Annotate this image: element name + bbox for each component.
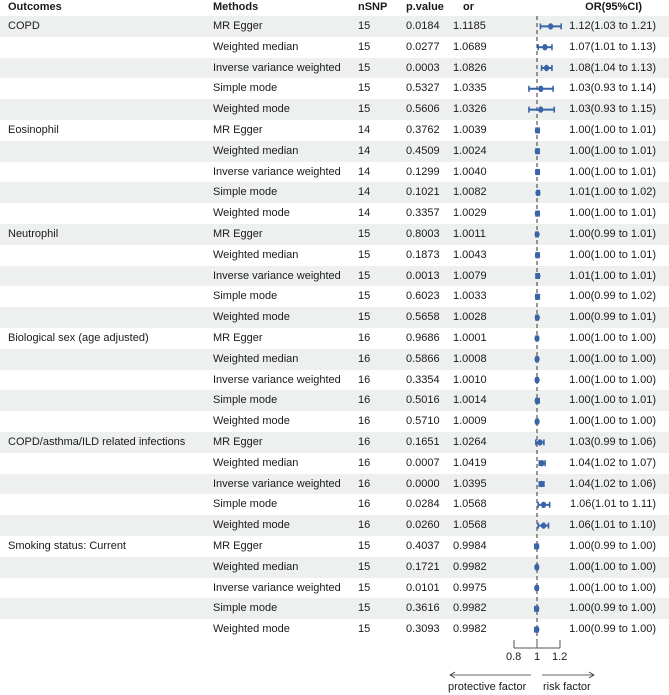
table-row [0,557,669,578]
pvalue-cell: 0.3762 [406,124,440,136]
right-arrow-icon [589,672,594,678]
or-cell: 1.0039 [453,124,487,136]
method-cell: Inverse variance weighted [213,373,341,386]
method-cell: Weighted mode [213,311,290,324]
or-cell: 0.9982 [453,602,487,615]
method-cell: MR Egger [213,436,263,448]
pvalue-cell: 0.0101 [406,581,440,594]
pvalue-cell: 0.0260 [406,519,440,532]
table-row [0,78,669,99]
table-row [0,141,669,162]
pvalue-cell: 0.0184 [406,20,440,32]
or-ci-cell: 1.01(1.00 to 1.01) [569,269,656,282]
pvalue-cell: 0.4037 [406,540,440,552]
nsnp-cell: 15 [358,82,371,95]
or-ci-cell: 1.08(1.04 to 1.13) [569,61,656,74]
method-cell: Weighted median [213,144,299,157]
or-cell: 1.0024 [453,144,487,157]
nsnp-cell: 15 [358,560,371,573]
method-cell: Weighted median [213,248,299,261]
nsnp-cell: 15 [358,581,371,594]
or-ci-cell: 1.00(0.99 to 1.02) [569,290,656,303]
pvalue-cell: 0.9686 [406,332,440,344]
or-cell: 1.0826 [453,61,487,74]
method-cell: Simple mode [213,394,278,407]
pvalue-cell: 0.1873 [406,248,440,261]
or-ci-cell: 1.00(0.99 to 1.01) [569,228,656,240]
nsnp-cell: 15 [358,623,371,636]
or-ci-cell: 1.00(1.00 to 1.00) [569,560,656,573]
outcome-cell: COPD [8,20,40,32]
nsnp-cell: 15 [358,103,371,116]
method-cell: Simple mode [213,82,278,95]
outcome-cell: Biological sex (age adjusted) [8,332,149,344]
method-cell: Weighted mode [213,415,290,428]
nsnp-cell: 14 [358,165,371,178]
pvalue-cell: 0.3354 [406,373,440,386]
method-cell: MR Egger [213,540,263,552]
table-row [0,536,669,557]
table-row [0,474,669,495]
or-ci-cell: 1.00(1.00 to 1.00) [569,581,656,594]
or-cell: 1.0335 [453,82,487,95]
x-tick-1: 1 [534,651,541,663]
or-ci-cell: 1.00(1.00 to 1.01) [569,124,656,136]
nsnp-cell: 16 [358,519,371,532]
table-row [0,453,669,474]
or-ci-cell: 1.00(0.99 to 1.01) [569,311,656,324]
or-cell: 1.0040 [453,165,487,178]
method-cell: Weighted mode [213,519,290,532]
method-cell: Weighted median [213,40,299,53]
method-cell: Simple mode [213,290,278,303]
or-cell: 1.0568 [453,519,487,532]
nsnp-cell: 16 [358,373,371,386]
or-cell: 0.9975 [453,581,487,594]
method-cell: Weighted mode [213,623,290,636]
or-cell: 0.9982 [453,623,487,636]
header-nsnp: nSNP [358,1,388,13]
or-cell: 1.0689 [453,40,487,53]
or-ci-cell: 1.12(1.03 to 1.21) [569,20,656,32]
or-ci-cell: 1.03(0.99 to 1.06) [569,436,656,448]
table-row [0,411,669,432]
or-ci-cell: 1.00(1.00 to 1.00) [569,332,656,344]
or-cell: 1.0326 [453,103,487,116]
table-row [0,58,669,79]
or-cell: 1.0395 [453,477,487,490]
or-cell: 1.0419 [453,456,487,469]
method-cell: Simple mode [213,602,278,615]
method-cell: Weighted median [213,456,299,469]
or-ci-cell: 1.06(1.01 to 1.10) [569,519,656,532]
nsnp-cell: 14 [358,144,371,157]
table-row [0,328,669,349]
or-cell: 1.0079 [453,269,487,282]
or-cell: 1.0033 [453,290,487,303]
or-ci-cell: 1.01(1.00 to 1.02) [569,186,656,199]
table-row [0,349,669,370]
or-cell: 1.0010 [453,373,487,386]
table-row [0,390,669,411]
or-ci-cell: 1.07(1.01 to 1.13) [569,40,656,53]
method-cell: MR Egger [213,228,263,240]
header-pvalue: p.value [406,1,444,13]
pvalue-cell: 0.0000 [406,477,440,490]
pvalue-cell: 0.1651 [406,436,440,448]
table-row [0,266,669,287]
nsnp-cell: 15 [358,540,371,552]
table-row [0,37,669,58]
pvalue-cell: 0.6023 [406,290,440,303]
or-cell: 1.0028 [453,311,487,324]
method-cell: Weighted mode [213,103,290,116]
nsnp-cell: 14 [358,186,371,199]
nsnp-cell: 15 [358,40,371,53]
or-ci-cell: 1.00(0.99 to 1.00) [569,540,656,552]
pvalue-cell: 0.0003 [406,61,440,74]
protective-factor-label: protective factor [448,681,527,693]
method-cell: Inverse variance weighted [213,477,341,490]
nsnp-cell: 15 [358,290,371,303]
nsnp-cell: 14 [358,207,371,220]
table-row [0,286,669,307]
pvalue-cell: 0.4509 [406,144,440,157]
pvalue-cell: 0.1299 [406,165,440,178]
or-ci-cell: 1.03(0.93 to 1.15) [569,103,656,116]
nsnp-cell: 15 [358,269,371,282]
or-cell: 0.9984 [453,540,487,552]
pvalue-cell: 0.0013 [406,269,440,282]
or-ci-cell: 1.00(1.00 to 1.01) [569,248,656,261]
or-cell: 1.0043 [453,248,487,261]
outcome-cell: COPD/asthma/ILD related infections [8,436,186,448]
or-cell: 1.0568 [453,498,487,511]
pvalue-cell: 0.3093 [406,623,440,636]
method-cell: Weighted median [213,560,299,573]
method-cell: Weighted median [213,352,299,365]
table-row [0,162,669,183]
method-cell: Simple mode [213,498,278,511]
pvalue-cell: 0.0277 [406,40,440,53]
or-cell: 1.0264 [453,436,487,448]
pvalue-cell: 0.5016 [406,394,440,407]
pvalue-cell: 0.0007 [406,456,440,469]
table-row [0,245,669,266]
pvalue-cell: 0.5606 [406,103,440,116]
table-row [0,182,669,203]
or-ci-cell: 1.04(1.02 to 1.06) [569,477,656,490]
header-or: or [463,1,474,13]
nsnp-cell: 16 [358,436,371,448]
nsnp-cell: 15 [358,602,371,615]
method-cell: Inverse variance weighted [213,61,341,74]
or-ci-cell: 1.00(1.00 to 1.01) [569,207,656,220]
or-cell: 0.9982 [453,560,487,573]
nsnp-cell: 16 [358,394,371,407]
table-row [0,307,669,328]
or-ci-cell: 1.00(1.00 to 1.00) [569,373,656,386]
table-row [0,432,669,453]
pvalue-cell: 0.3357 [406,207,440,220]
method-cell: Weighted mode [213,207,290,220]
method-cell: Inverse variance weighted [213,581,341,594]
nsnp-cell: 15 [358,20,371,32]
table-header [0,0,669,16]
method-cell: MR Egger [213,124,263,136]
or-ci-cell: 1.00(0.99 to 1.00) [569,602,656,615]
or-ci-cell: 1.04(1.02 to 1.07) [569,456,656,469]
pvalue-cell: 0.8003 [406,228,440,240]
nsnp-cell: 15 [358,248,371,261]
nsnp-cell: 16 [358,498,371,511]
method-cell: Inverse variance weighted [213,165,341,178]
nsnp-cell: 15 [358,61,371,74]
or-cell: 1.0014 [453,394,487,407]
method-cell: Simple mode [213,186,278,199]
nsnp-cell: 16 [358,456,371,469]
x-tick-1-2: 1.2 [552,651,568,663]
or-ci-cell: 1.00(1.00 to 1.00) [569,352,656,365]
table-row [0,120,669,141]
pvalue-cell: 0.5327 [406,82,440,95]
pvalue-cell: 0.3616 [406,602,440,615]
x-tick-0-8: 0.8 [506,651,522,663]
nsnp-cell: 16 [358,415,371,428]
table-row [0,224,669,245]
table-row [0,598,669,619]
nsnp-cell: 14 [358,124,371,136]
or-ci-cell: 1.00(1.00 to 1.00) [569,415,656,428]
or-cell: 1.1185 [453,20,486,32]
or-ci-cell: 1.03(0.93 to 1.14) [569,82,656,95]
pvalue-cell: 0.5710 [406,415,440,428]
header-methods: Methods [213,1,259,13]
or-cell: 1.0008 [453,352,487,365]
nsnp-cell: 16 [358,332,371,344]
method-cell: MR Egger [213,20,263,32]
or-cell: 1.0082 [453,186,487,199]
risk-factor-label: risk factor [543,681,591,693]
table-row [0,619,669,640]
method-cell: MR Egger [213,332,263,344]
outcome-cell: Smoking status: Current [8,540,126,552]
nsnp-cell: 16 [358,352,371,365]
or-cell: 1.0029 [453,207,487,220]
or-ci-cell: 1.00(0.99 to 1.00) [569,623,656,636]
table-row [0,99,669,120]
table-row [0,370,669,391]
header-outcomes: Outcomes [8,1,62,13]
or-cell: 1.0001 [453,332,487,344]
table-row [0,203,669,224]
or-ci-cell: 1.06(1.01 to 1.11) [569,498,656,511]
table-row [0,494,669,515]
table-row [0,16,669,37]
nsnp-cell: 16 [358,477,371,490]
pvalue-cell: 0.1021 [406,186,440,199]
or-cell: 1.0011 [453,228,486,240]
or-ci-cell: 1.00(1.00 to 1.01) [569,144,656,157]
header-or-ci: OR(95%CI) [585,1,642,13]
nsnp-cell: 15 [358,311,371,324]
nsnp-cell: 15 [358,228,371,240]
outcome-cell: Eosinophil [8,124,59,136]
pvalue-cell: 0.5866 [406,352,440,365]
method-cell: Inverse variance weighted [213,269,341,282]
pvalue-cell: 0.5658 [406,311,440,324]
pvalue-cell: 0.0284 [406,498,440,511]
or-ci-cell: 1.00(1.00 to 1.01) [569,394,656,407]
left-arrow-icon [450,672,455,678]
or-ci-cell: 1.00(1.00 to 1.01) [569,165,656,178]
or-cell: 1.0009 [453,415,487,428]
pvalue-cell: 0.1721 [406,560,440,573]
table-row [0,578,669,599]
outcome-cell: Neutrophil [8,228,59,240]
table-row [0,515,669,536]
